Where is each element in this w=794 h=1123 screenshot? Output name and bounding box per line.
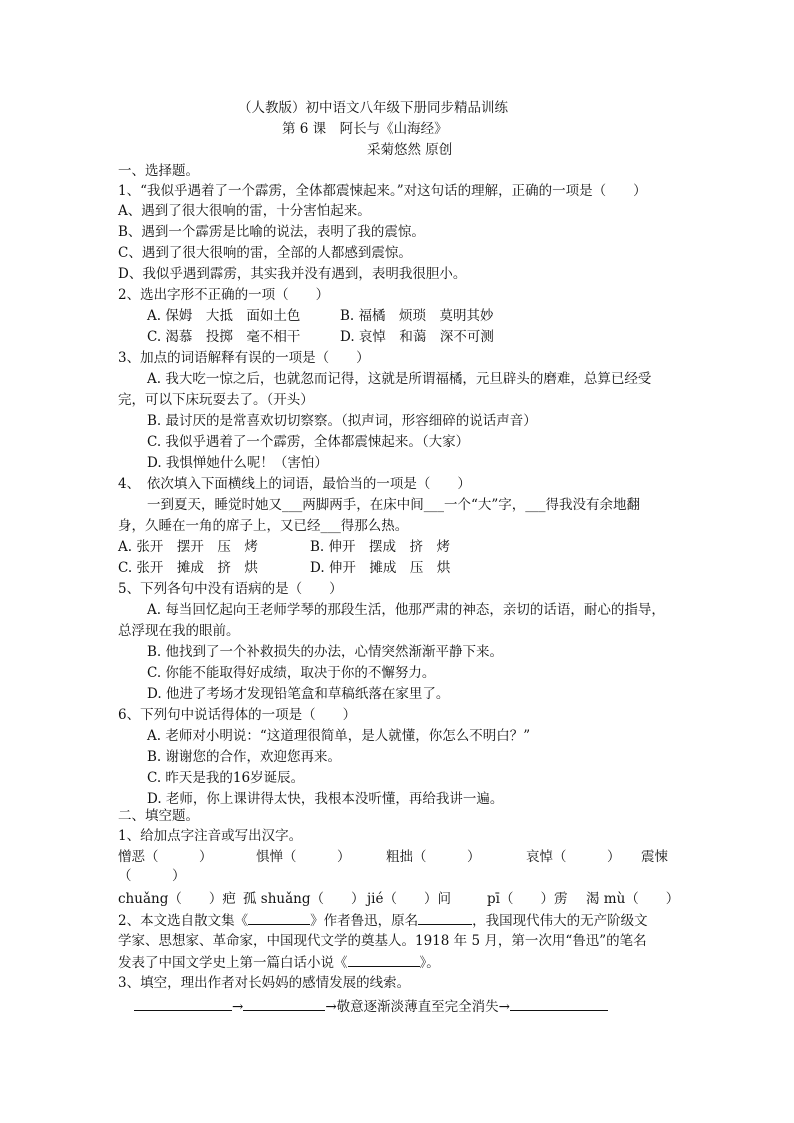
q5-option-c: C. 你能不能取得好成绩，取决于你的不懈努力。	[147, 665, 436, 681]
fill-q2-text-e: 》。	[419, 955, 440, 971]
q3-stem: 3、加点的词语解释有误的一项是（ ）	[118, 350, 370, 366]
fill-q1-pinyin-5: 渴 mù（ ）	[586, 891, 680, 907]
q3-option-a: A. 我大吃一惊之后，也就忽而记得，这就是所谓福橘，元旦辟头的磨难，总算已经受	[147, 371, 652, 387]
fill-q1-word-2: 惧惮（ ）	[256, 849, 351, 865]
q6-option-b: B. 谢谢您的合作，欢迎您再来。	[147, 749, 342, 765]
fill-q2-line1	[118, 910, 648, 931]
lesson-title: 第 6 课 阿长与《山海经》	[282, 121, 448, 137]
q5-option-d: D. 他进了考场才发现铅笔盒和草稿纸落在家里了。	[147, 686, 450, 702]
fill-q3-timeline	[134, 996, 608, 1017]
q6-stem: 6、下列句中说话得体的一项是（ ）	[118, 707, 357, 723]
q2-stem: 2、选出字形不正确的一项（ ）	[118, 287, 330, 303]
fill-q1-pinyin-4: pī（ ）雳	[487, 891, 568, 907]
fill-q3-middle-text: →敬意逐渐淡薄直至完全消失→	[325, 999, 510, 1015]
fill-q1-word-4: 哀悼（ ）	[526, 849, 621, 865]
q2-option-c: C. 渴慕 投掷 毫不相干	[147, 329, 301, 345]
q4-stem: 4、 依次填入下面横线上的词语，最恰当的一项是（ ）	[118, 476, 471, 492]
q1-option-a: A、遇到了很大很响的雷，十分害怕起来。	[118, 203, 371, 219]
section1-heading: 一、选择题。	[118, 163, 199, 179]
q6-option-a: A. 老师对小明说：“这道理很简单，是人就懂，你怎么不明白？”	[147, 728, 531, 744]
fill-q1-word-3: 粗拙（ ）	[386, 849, 481, 865]
q4-option-c: C. 张开 摊成 挤 烘	[118, 560, 258, 576]
fill-q3-stem: 3、填空，理出作者对长妈妈的感情发展的线索。	[118, 975, 411, 991]
q1-option-d: D、我似乎遇到霹雳，其实我并没有遇到，表明我很胆小。	[118, 266, 467, 282]
fill-q1-pinyin-3: jié（ ）问	[367, 891, 451, 907]
q5-option-b: B. 他找到了一个补救损失的办法，心情突然渐渐平静下来。	[147, 644, 504, 660]
q5-option-a: A. 每当回忆起向王老师学琴的那段生活，他那严肃的神态，亲切的话语，耐心的指导，	[147, 602, 665, 618]
fill-q2-text-c: ，我国现代伟大的无产阶级文	[472, 913, 648, 929]
collection-name-blank[interactable]	[248, 910, 310, 925]
doc-title: （人教版）初中语文八年级下册同步精品训练	[238, 100, 508, 116]
fill-q2-text-a: 2、本文选自散文集《	[118, 913, 249, 929]
q2-option-b: B. 福橘 烦琐 莫明其妙	[340, 308, 494, 324]
original-name-blank[interactable]	[418, 910, 472, 925]
fill-q2-line3	[118, 952, 440, 973]
q2-option-d: D. 哀悼 和蔼 深不可测	[340, 329, 494, 345]
fill-q2-text-d: 发表了中国文学史上第一篇白话小说《	[118, 955, 348, 971]
q4-option-b: B. 伸开 摆成 挤 烤	[310, 539, 451, 555]
arrow-1: →	[232, 999, 244, 1015]
fill-q2-line2: 学家、思想家、革命家，中国现代文学的奠基人。1918 年 5 月，第一次用“鲁迅”的笔名	[118, 933, 647, 949]
q5-stem: 5、下列各句中没有语病的是（ ）	[118, 581, 343, 597]
fill-q1-word-5-blank: （ ）	[118, 868, 186, 884]
q6-option-c: C. 昨天是我的16岁诞辰。	[147, 770, 305, 786]
q4-passage-line1: 一到夏天，睡觉时她又___两脚两手，在床中间___一个“大”字，___得我没有余地翻	[147, 497, 641, 513]
fill-q1-word-5: 震悚	[641, 849, 668, 865]
q3-option-b: B. 最讨厌的是常喜欢切切察察。（拟声词，形容细碎的说话声音）	[147, 413, 537, 429]
author-credit: 采菊悠然 原创	[367, 142, 453, 158]
q3-option-d: D. 我惧惮她什么呢！（害怕）	[147, 455, 328, 471]
first-novel-blank[interactable]	[348, 952, 420, 967]
q6-option-d: D. 老师，你上课讲得太快，我根本没听懂，再给我讲一遍。	[147, 791, 504, 807]
feeling-stage-4-blank[interactable]	[510, 996, 608, 1011]
q3-option-c: C. 我似乎遇着了一个霹雳，全体都震悚起来。（大家）	[147, 434, 470, 450]
fill-q1-pinyin-1: chuǎng（ ）疤	[118, 891, 236, 907]
fill-q2-text-b: 》作者鲁迅，原名	[310, 913, 419, 929]
q4-option-d: D. 伸开 摊成 压 烘	[310, 560, 451, 576]
section2-heading: 二、填空题。	[118, 808, 199, 824]
q1-option-b: B、遇到一个霹雳是比喻的说法，表明了我的震惊。	[118, 224, 425, 240]
fill-q1-pinyin-2: 孤 shuǎng（ ）	[243, 891, 365, 907]
q5-option-a-cont: 总浮现在我的眼前。	[118, 623, 240, 639]
feeling-stage-2-blank[interactable]	[243, 996, 325, 1011]
q4-passage-line2: 身，久睡在一角的席子上，又已经___得那么热。	[118, 518, 409, 534]
feeling-stage-1-blank[interactable]	[134, 996, 232, 1011]
fill-q1-word-1: 憎恶（ ）	[118, 849, 213, 865]
q4-option-a: A. 张开 摆开 压 烤	[118, 539, 258, 555]
q1-stem: 1、“我似乎遇着了一个霹雳，全体都震悚起来。”对这句话的理解，正确的一项是（ ）	[118, 183, 647, 199]
q1-option-c: C、遇到了很大很响的雷，全部的人都感到震惊。	[118, 245, 412, 261]
q3-option-a-cont: 完，可以下床玩耍去了。（开头）	[118, 392, 314, 408]
fill-q1-stem: 1、给加点字注音或写出汉字。	[118, 828, 303, 844]
q2-option-a: A. 保姆 大抵 面如土色	[147, 308, 301, 324]
